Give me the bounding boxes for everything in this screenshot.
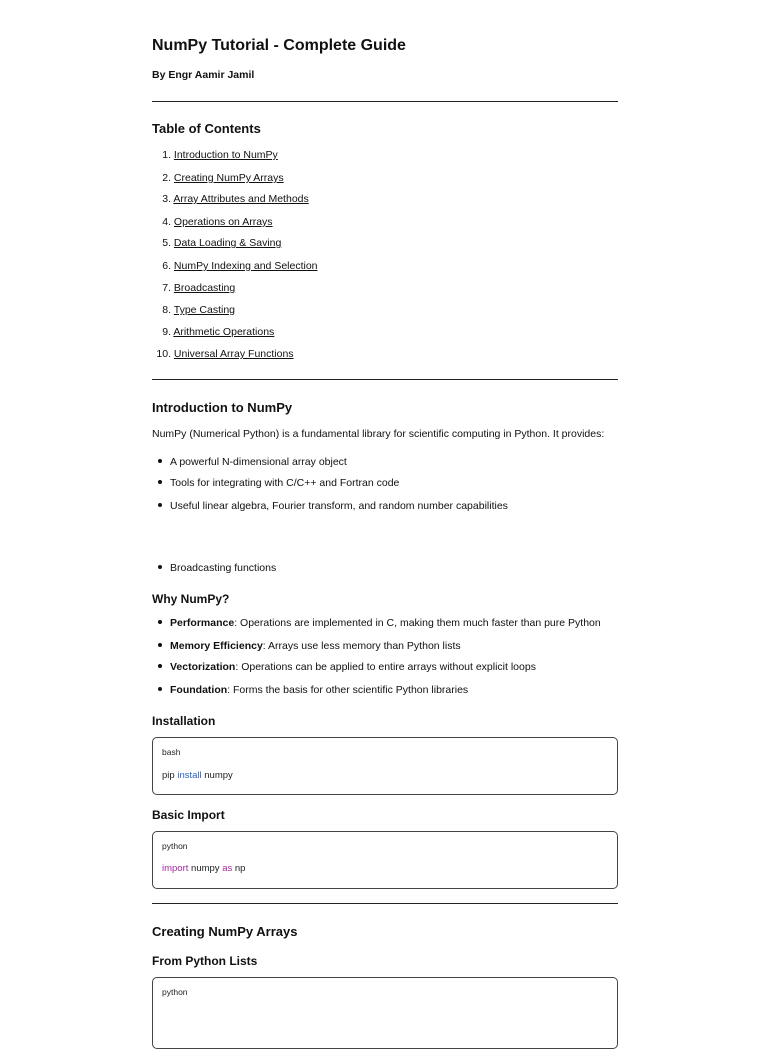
- section-heading-why-numpy: Why NumPy?: [152, 592, 230, 606]
- toc-item[interactable]: 10. Universal Array Functions: [156, 348, 294, 360]
- list-item: Tools for integrating with C/C++ and Fortran code: [158, 477, 399, 489]
- bullet-icon: [158, 503, 162, 507]
- code-language-label: python: [162, 841, 188, 851]
- divider: [152, 903, 618, 904]
- toc-link-arithmetic[interactable]: Arithmetic Operations: [173, 326, 275, 338]
- toc-link-creating-arrays[interactable]: Creating NumPy Arrays: [173, 172, 284, 184]
- toc-item[interactable]: 6. NumPy Indexing and Selection: [162, 260, 318, 272]
- code-line: import numpy as np: [162, 863, 246, 874]
- toc-item[interactable]: 5. Data Loading & Saving: [162, 237, 282, 249]
- bullet-icon: [158, 480, 162, 484]
- toc-link-data-loading[interactable]: Data Loading & Saving: [173, 237, 282, 249]
- subsection-heading-from-lists: From Python Lists: [152, 954, 258, 968]
- toc-link-type-casting[interactable]: Type Casting: [173, 304, 236, 316]
- toc-item[interactable]: 8. Type Casting: [162, 304, 236, 316]
- code-block-from-lists[interactable]: [152, 977, 618, 1049]
- toc-item[interactable]: 7. Broadcasting: [162, 282, 236, 294]
- section-heading-installation: Installation: [152, 714, 216, 728]
- divider: [152, 101, 618, 102]
- code-language-label: bash: [162, 747, 181, 757]
- toc-link-ufuncs[interactable]: Universal Array Functions: [173, 348, 294, 360]
- bullet-icon: [158, 459, 162, 463]
- intro-paragraph: NumPy (Numerical Python) is a fundamental library for scientific computing in Python. It provides:: [152, 428, 605, 440]
- code-line: pip install numpy: [162, 770, 233, 781]
- author-line: By Engr Aamir Jamil: [152, 69, 255, 81]
- bullet-icon: [158, 620, 162, 624]
- toc-link-attributes[interactable]: Array Attributes and Methods: [173, 193, 309, 205]
- list-item: Useful linear algebra, Fourier transform, and random number capabilities: [158, 500, 508, 512]
- bullet-icon: [158, 687, 162, 691]
- list-item: Vectorization: Operations can be applied to entire arrays without explicit loops: [158, 661, 536, 673]
- toc-heading: Table of Contents: [152, 121, 261, 136]
- bullet-icon: [158, 643, 162, 647]
- list-item: Memory Efficiency: Arrays use less memory than Python lists: [158, 640, 461, 652]
- divider: [152, 379, 618, 380]
- code-language-label: python: [162, 987, 188, 997]
- toc-item[interactable]: 1. Introduction to NumPy: [162, 149, 278, 161]
- toc-link-broadcasting[interactable]: Broadcasting: [173, 282, 236, 294]
- page-title: NumPy Tutorial - Complete Guide: [152, 37, 406, 54]
- code-block-installation[interactable]: [152, 737, 618, 795]
- toc-link-operations[interactable]: Operations on Arrays: [173, 216, 273, 228]
- toc-link-indexing[interactable]: NumPy Indexing and Selection: [173, 260, 318, 272]
- toc-item[interactable]: 9. Arithmetic Operations: [162, 326, 275, 338]
- bullet-icon: [158, 565, 162, 569]
- section-heading-creating-arrays: Creating NumPy Arrays: [152, 924, 298, 939]
- list-item: Performance: Operations are implemented in C, making them much faster than pure Python: [158, 617, 601, 629]
- toc-item[interactable]: 2. Creating NumPy Arrays: [162, 172, 284, 184]
- toc-item[interactable]: 3. Array Attributes and Methods: [162, 193, 309, 205]
- toc-item[interactable]: 4. Operations on Arrays: [162, 216, 273, 228]
- toc-link-introduction[interactable]: Introduction to NumPy: [173, 149, 278, 161]
- list-item: A powerful N-dimensional array object: [158, 456, 347, 468]
- bullet-icon: [158, 664, 162, 668]
- list-item: Broadcasting functions: [158, 562, 276, 574]
- section-heading-introduction: Introduction to NumPy: [152, 400, 293, 415]
- code-block-basic-import[interactable]: [152, 831, 618, 889]
- list-item: Foundation: Forms the basis for other scientific Python libraries: [158, 684, 468, 696]
- section-heading-basic-import: Basic Import: [152, 808, 225, 822]
